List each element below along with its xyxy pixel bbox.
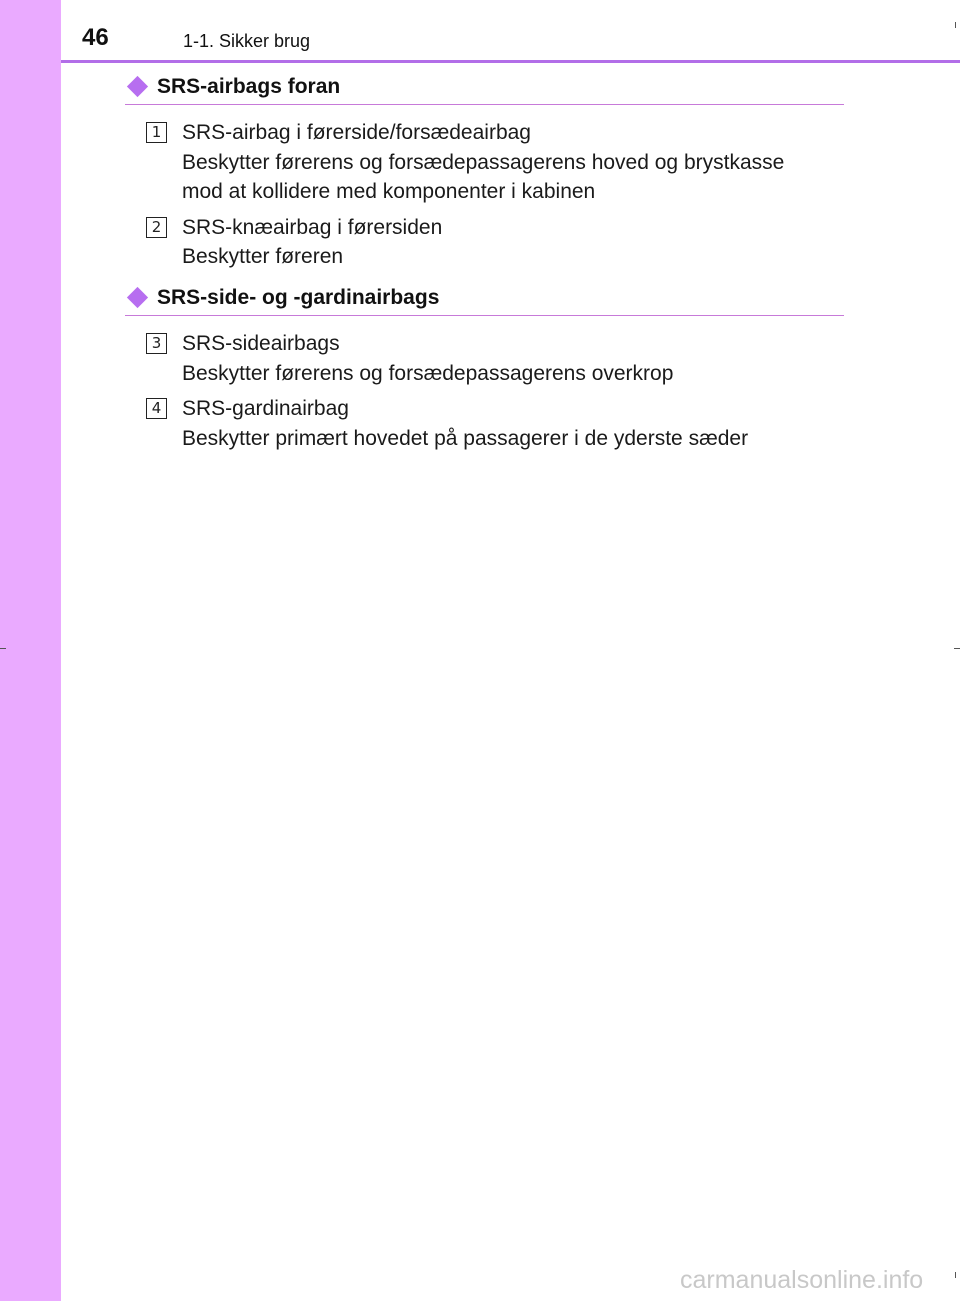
diamond-bullet-icon <box>127 287 148 308</box>
crop-mark-bottom-right <box>955 1272 956 1278</box>
item-title: SRS-airbag i førerside/forsædeairbag <box>182 121 531 144</box>
watermark: carmanualsonline.info <box>680 1266 924 1294</box>
list-item <box>125 118 844 207</box>
chapter-title: 1-1. Sikker brug <box>183 31 311 51</box>
item-description: mod at kollidere med komponenter i kabinen <box>182 180 596 203</box>
list-item <box>125 329 844 388</box>
item-description: Beskytter primært hovedet på passagerer i de yderste sæder <box>182 426 749 450</box>
section-title: SRS-side- og -gardinairbags <box>157 286 440 309</box>
item-number-badge: 4 <box>146 398 167 419</box>
side-band <box>0 0 61 1301</box>
item-description: Beskytter føreren <box>182 245 344 268</box>
diamond-bullet-icon <box>127 76 148 97</box>
section-heading <box>125 74 844 105</box>
item-title: SRS-sideairbags <box>182 332 340 355</box>
page-number: 46 <box>82 24 109 51</box>
crop-mark-mid-right <box>954 648 960 649</box>
crop-mark-top-right <box>955 22 956 28</box>
item-description: Beskytter førerens og forsædepassagerens hoved og brystkasse <box>182 150 785 174</box>
header-rule <box>61 60 960 63</box>
section-title: SRS-airbags foran <box>157 75 341 98</box>
list-item <box>125 394 844 453</box>
list-item <box>125 213 844 272</box>
item-number-badge: 2 <box>146 217 167 238</box>
item-number-badge: 3 <box>146 333 167 354</box>
section-heading <box>125 285 844 316</box>
section-side-curtain-airbags <box>125 285 844 453</box>
item-description: Beskytter førerens og forsædepassagerens overkrop <box>182 361 674 385</box>
item-number-badge: 1 <box>146 122 167 143</box>
item-title: SRS-knæairbag i førersiden <box>182 215 443 239</box>
item-title: SRS-gardinairbag <box>182 397 349 420</box>
section-front-airbags <box>125 74 844 272</box>
crop-mark-mid-left <box>0 648 6 649</box>
